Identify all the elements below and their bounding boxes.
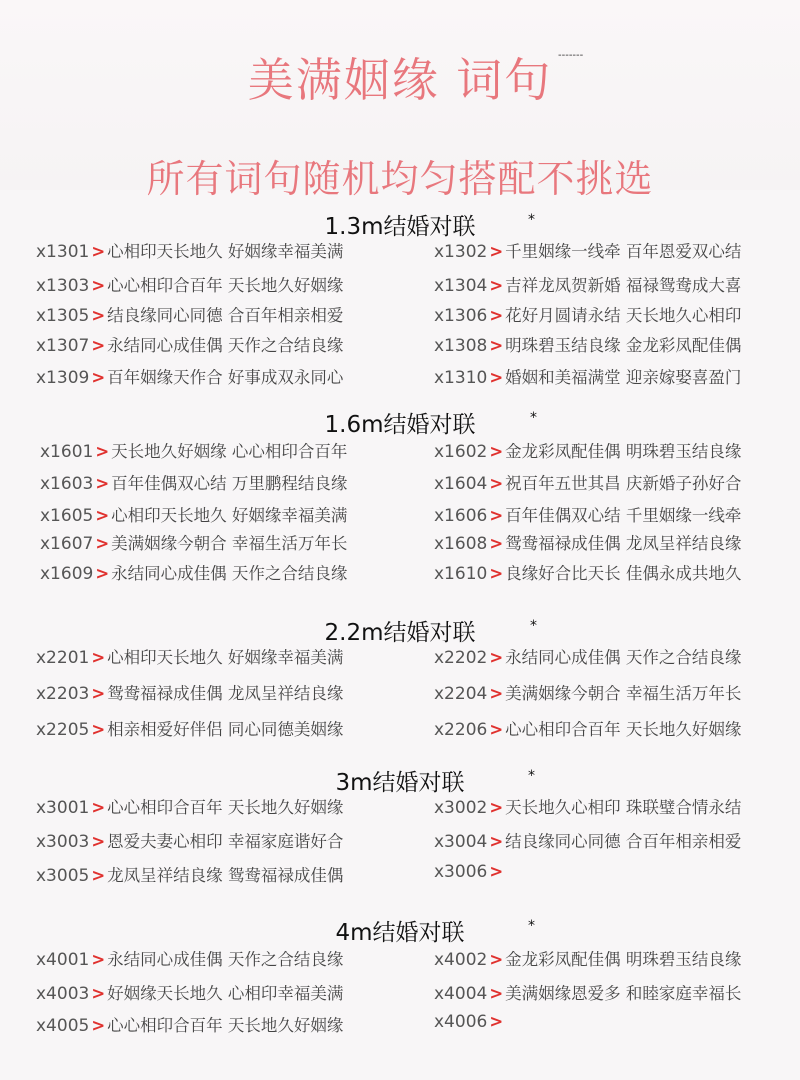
couplet-code: x3004	[434, 832, 488, 852]
couplet-row	[36, 946, 343, 970]
couplet-code: x1602	[434, 442, 488, 462]
couplet-row	[36, 302, 343, 326]
couplet-code: x1609	[40, 564, 94, 584]
couplet-row	[40, 438, 347, 462]
couplet-text: 好姻缘天长地久 心相印幸福美满	[107, 984, 344, 1003]
couplet-code: x3003	[36, 832, 90, 852]
couplet-row	[434, 332, 741, 356]
couplet-code: x2206	[434, 720, 488, 740]
couplet-row	[434, 560, 741, 584]
couplet-code: x1306	[434, 306, 488, 326]
couplet-row	[434, 238, 741, 262]
couplet-text: 美满姻缘恩爱多 和睦家庭幸福长	[505, 984, 742, 1003]
couplet-row	[434, 502, 741, 526]
couplet-row	[434, 470, 741, 494]
couplet-text: 美满姻缘今朝合 幸福生活万年长	[505, 684, 742, 703]
star-mark: *	[528, 768, 535, 784]
couplet-text: 恩爱夫妻心相印 幸福家庭谐好合	[107, 832, 344, 851]
couplet-row	[36, 980, 343, 1004]
couplet-text: 鸳鸯福禄成佳偶 龙凤呈祥结良缘	[107, 684, 344, 703]
arrow-icon: >	[489, 474, 504, 493]
arrow-icon: >	[91, 984, 106, 1003]
couplet-text: 心心相印合百年 天长地久好姻缘	[505, 720, 742, 739]
couplet-code: x1304	[434, 276, 488, 296]
arrow-icon: >	[489, 720, 504, 739]
couplet-row	[434, 828, 741, 852]
couplet-row	[40, 530, 347, 554]
couplet-text: 百年姻缘天作合 好事成双永同心	[107, 368, 344, 387]
arrow-icon: >	[489, 1012, 504, 1031]
couplet-text: 相亲相爱好伴侣 同心同德美姻缘	[107, 720, 344, 739]
couplet-code: x1608	[434, 534, 488, 554]
arrow-icon: >	[91, 368, 106, 387]
couplet-row	[36, 794, 343, 818]
couplet-row	[36, 272, 343, 296]
couplet-code: x4004	[434, 984, 488, 1004]
couplet-code: x1601	[40, 442, 94, 462]
arrow-icon: >	[489, 442, 504, 461]
arrow-icon: >	[91, 798, 106, 817]
couplet-text: 良缘好合比天长 佳偶永成共地久	[505, 564, 742, 583]
couplet-code: x3001	[36, 798, 90, 818]
couplet-code: x1305	[36, 306, 90, 326]
couplet-code: x4006	[434, 1012, 488, 1032]
couplet-row	[434, 364, 741, 388]
couplet-row	[36, 828, 343, 852]
couplet-row	[36, 332, 343, 356]
couplet-text: 心相印天长地久 好姻缘幸福美满	[107, 648, 344, 667]
arrow-icon: >	[489, 862, 504, 881]
couplet-code: x2202	[434, 648, 488, 668]
arrow-icon: >	[489, 648, 504, 667]
star-mark: *	[528, 918, 535, 934]
couplet-code: x2205	[36, 720, 90, 740]
arrow-icon: >	[489, 684, 504, 703]
couplet-text: 心相印天长地久 好姻缘幸福美满	[107, 242, 344, 261]
couplet-text: 永结同心成佳偶 天作之合结良缘	[107, 336, 344, 355]
couplet-text: 金龙彩凤配佳偶 明珠碧玉结良缘	[505, 950, 742, 969]
star-mark: *	[530, 618, 537, 634]
arrow-icon: >	[489, 242, 504, 261]
arrow-icon: >	[489, 306, 504, 325]
couplet-row	[36, 680, 343, 704]
couplet-text: 明珠碧玉结良缘 金龙彩凤配佳偶	[505, 336, 742, 355]
couplet-code: x1307	[36, 336, 90, 356]
star-mark: *	[530, 410, 537, 426]
arrow-icon: >	[95, 564, 110, 583]
couplet-row	[40, 560, 347, 584]
couplet-text: 心心相印合百年 天长地久好姻缘	[107, 276, 344, 295]
couplet-text: 百年佳偶双心结 万里鹏程结良缘	[111, 474, 348, 493]
arrow-icon: >	[489, 506, 504, 525]
couplet-text: 婚姻和美福满堂 迎亲嫁娶喜盈门	[505, 368, 742, 387]
couplet-row	[434, 794, 741, 818]
couplet-row	[434, 716, 741, 740]
arrow-icon: >	[489, 368, 504, 387]
couplet-row	[40, 502, 347, 526]
couplet-row	[434, 680, 741, 704]
couplet-code: x4005	[36, 1016, 90, 1036]
couplet-text: 吉祥龙凤贺新婚 福禄鸳鸯成大喜	[505, 276, 742, 295]
couplet-row	[434, 302, 741, 326]
arrow-icon: >	[91, 950, 106, 969]
arrow-icon: >	[489, 564, 504, 583]
couplet-row	[36, 862, 343, 886]
couplet-text: 龙凤呈祥结良缘 鸳鸯福禄成佳偶	[107, 866, 344, 885]
couplet-code: x3006	[434, 862, 488, 882]
couplet-code: x4001	[36, 950, 90, 970]
arrow-icon: >	[91, 276, 106, 295]
section-heading: 2.2m结婚对联	[324, 620, 476, 646]
arrow-icon: >	[91, 336, 106, 355]
title-mark: -------	[558, 50, 584, 61]
couplet-text: 心相印天长地久 好姻缘幸福美满	[111, 506, 348, 525]
star-mark: *	[528, 212, 535, 228]
couplet-code: x1604	[434, 474, 488, 494]
couplet-row	[434, 438, 741, 462]
arrow-icon: >	[91, 720, 106, 739]
arrow-icon: >	[91, 832, 106, 851]
couplet-code: x2204	[434, 684, 488, 704]
couplet-text: 结良缘同心同德 合百年相亲相爱	[107, 306, 344, 325]
couplet-code: x1303	[36, 276, 90, 296]
couplet-text: 永结同心成佳偶 天作之合结良缘	[111, 564, 348, 583]
page-subtitle: 所有词句随机均匀搭配不挑选	[146, 157, 654, 201]
couplet-text: 心心相印合百年 天长地久好姻缘	[107, 1016, 344, 1035]
couplet-code: x1606	[434, 506, 488, 526]
couplet-code: x1603	[40, 474, 94, 494]
couplet-code: x1301	[36, 242, 90, 262]
section-heading: 3m结婚对联	[335, 770, 465, 796]
arrow-icon: >	[91, 684, 106, 703]
couplet-code: x3005	[36, 866, 90, 886]
page-title	[0, 44, 800, 110]
couplet-text: 鸳鸯福禄成佳偶 龙凤呈祥结良缘	[505, 534, 742, 553]
couplet-row	[36, 364, 343, 388]
couplet-row	[40, 470, 347, 494]
couplet-code: x3002	[434, 798, 488, 818]
couplet-code: x4003	[36, 984, 90, 1004]
arrow-icon: >	[95, 506, 110, 525]
arrow-icon: >	[91, 866, 106, 885]
couplet-text: 花好月圆请永结 天长地久心相印	[505, 306, 742, 325]
couplet-text: 祝百年五世其昌 庆新婚子孙好合	[505, 474, 742, 493]
couplet-code: x1308	[434, 336, 488, 356]
arrow-icon: >	[489, 534, 504, 553]
couplet-code: x1607	[40, 534, 94, 554]
couplet-text: 结良缘同心同德 合百年相亲相爱	[505, 832, 742, 851]
arrow-icon: >	[91, 648, 106, 667]
couplet-row	[434, 980, 741, 1004]
couplet-text: 千里姻缘一线牵 百年恩爱双心结	[505, 242, 742, 261]
couplet-text: 永结同心成佳偶 天作之合结良缘	[505, 648, 742, 667]
couplet-text: 百年佳偶双心结 千里姻缘一线牵	[505, 506, 742, 525]
arrow-icon: >	[95, 534, 110, 553]
section-heading: 4m结婚对联	[335, 920, 465, 946]
couplet-row	[434, 1012, 505, 1032]
couplet-text: 天长地久好姻缘 心心相印合百年	[111, 442, 348, 461]
couplet-text: 金龙彩凤配佳偶 明珠碧玉结良缘	[505, 442, 742, 461]
couplet-code: x1605	[40, 506, 94, 526]
couplet-text: 永结同心成佳偶 天作之合结良缘	[107, 950, 344, 969]
couplet-code: x1302	[434, 242, 488, 262]
arrow-icon: >	[489, 832, 504, 851]
couplet-row	[434, 530, 741, 554]
arrow-icon: >	[489, 950, 504, 969]
couplet-row	[434, 272, 741, 296]
couplet-row	[36, 716, 343, 740]
couplet-row	[434, 946, 741, 970]
couplet-code: x2203	[36, 684, 90, 704]
arrow-icon: >	[489, 984, 504, 1003]
couplet-text: 天长地久心相印 珠联璧合情永结	[505, 798, 742, 817]
arrow-icon: >	[95, 442, 110, 461]
couplet-code: x1310	[434, 368, 488, 388]
arrow-icon: >	[489, 336, 504, 355]
arrow-icon: >	[91, 242, 106, 261]
arrow-icon: >	[95, 474, 110, 493]
arrow-icon: >	[489, 276, 504, 295]
couplet-text: 美满姻缘今朝合 幸福生活万年长	[111, 534, 348, 553]
couplet-row	[434, 862, 505, 882]
couplet-code: x1610	[434, 564, 488, 584]
section-heading: 1.6m结婚对联	[324, 412, 476, 438]
section-heading: 1.3m结婚对联	[324, 214, 476, 240]
couplet-code: x4002	[434, 950, 488, 970]
couplet-row	[36, 1012, 343, 1036]
couplet-code: x2201	[36, 648, 90, 668]
arrow-icon: >	[489, 798, 504, 817]
couplet-row	[36, 238, 343, 262]
couplet-text: 心心相印合百年 天长地久好姻缘	[107, 798, 344, 817]
arrow-icon: >	[91, 1016, 106, 1035]
couplet-code: x1309	[36, 368, 90, 388]
couplet-row	[36, 644, 343, 668]
page-title-text: 美满姻缘 词句	[247, 53, 553, 107]
couplet-row	[434, 644, 741, 668]
arrow-icon: >	[91, 306, 106, 325]
